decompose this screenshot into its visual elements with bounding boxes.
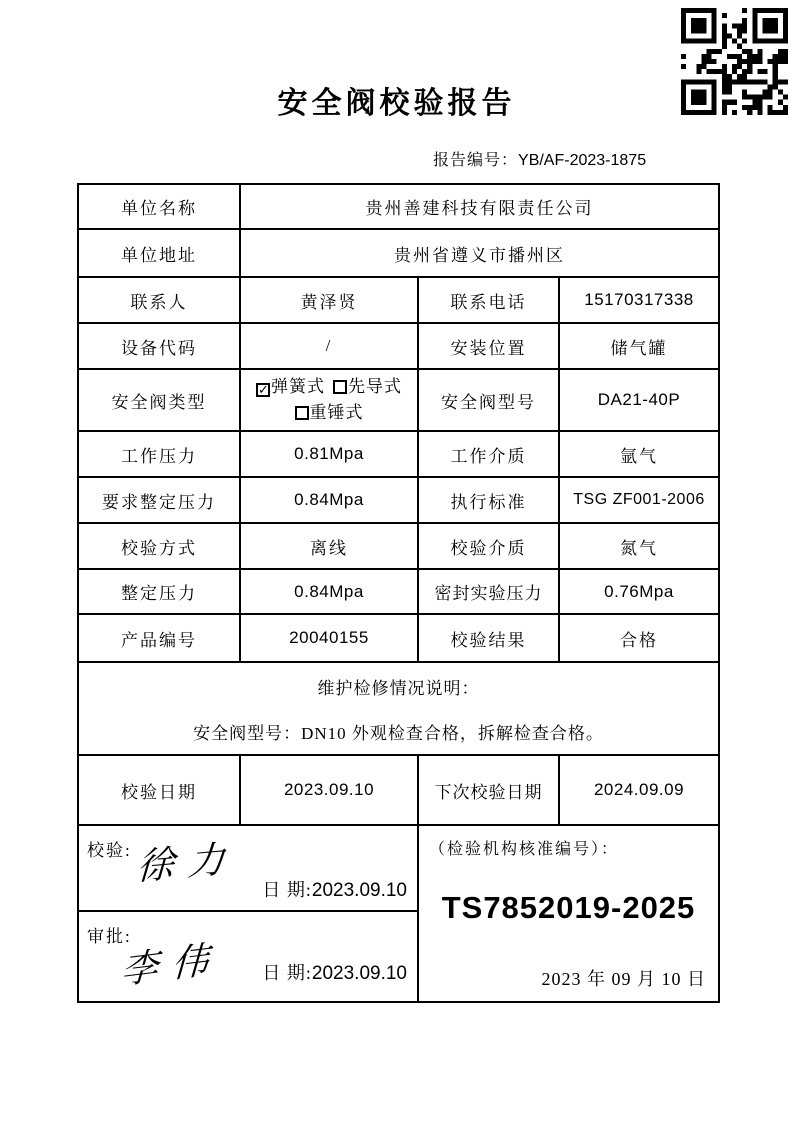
approval-no-label: （检验机构核准编号）： [429, 841, 620, 858]
valve-model-value: DA21-40P [559, 369, 719, 431]
table-row [78, 323, 719, 369]
issue-date: 2023 年 09 月 10 日 [541, 969, 707, 989]
page-title: 安全阀校验报告 [277, 87, 516, 120]
verifier-label: 校验: [87, 841, 132, 860]
maintenance-note-detail: 安全阀型号：DN10 外观检查合格，拆解检查合格。 [193, 723, 604, 743]
unit-address-value: 贵州省遵义市播州区 [240, 229, 719, 277]
organization-cell [418, 825, 719, 1002]
valve-type-options [240, 369, 418, 431]
verify-medium-value: 氮气 [559, 523, 719, 569]
working-pressure-label: 工作压力 [78, 431, 240, 477]
unit-name-label: 单位名称 [78, 184, 240, 229]
seal-test-pressure-label: 密封实验压力 [418, 569, 559, 614]
verify-date-label: 校验日期 [78, 755, 240, 825]
table-row [78, 229, 719, 277]
checked-checkbox-icon: ✓ [258, 382, 269, 398]
contact-label: 联系人 [78, 277, 240, 323]
verify-medium-label: 校验介质 [418, 523, 559, 569]
verify-method-value: 离线 [240, 523, 418, 569]
next-verify-date-value: 2024.09.09 [559, 755, 719, 825]
verify-date-value: 2023.09.10 [240, 755, 418, 825]
phone-value: 15170317338 [559, 277, 719, 323]
seal-test-pressure-value: 0.76Mpa [559, 569, 719, 614]
verifier-signature: 徐力 [135, 838, 240, 889]
report-table [77, 183, 720, 1003]
maintenance-note-title: 维护检修情况说明： [317, 678, 480, 698]
working-medium-value: 氩气 [559, 431, 719, 477]
maintenance-note [78, 662, 719, 755]
verify-result-value: 合格 [559, 614, 719, 662]
approval-no-value: TS7852019-2025 [441, 890, 696, 925]
working-medium-label: 工作介质 [418, 431, 559, 477]
verify-method-label: 校验方式 [78, 523, 240, 569]
required-set-pressure-label: 要求整定压力 [78, 477, 240, 523]
standard-value: TSG ZF001-2006 [559, 477, 719, 523]
table-row [78, 662, 719, 755]
set-pressure-value: 0.84Mpa [240, 569, 418, 614]
next-verify-date-label: 下次校验日期 [418, 755, 559, 825]
contact-value: 黄泽贤 [240, 277, 418, 323]
approver-signature-cell [78, 911, 418, 1002]
unchecked-checkbox-icon [333, 380, 347, 394]
required-set-pressure-value: 0.84Mpa [240, 477, 418, 523]
table-row [78, 569, 719, 614]
verifier-signature-cell [78, 825, 418, 911]
table-row [78, 614, 719, 662]
approver-signature: 李伟 [120, 938, 224, 993]
valve-type-option-pilot: 先导式 [333, 377, 402, 396]
report-number-value: YB/AF-2023-1875 [518, 152, 647, 169]
unit-address-label: 单位地址 [78, 229, 240, 277]
unit-name-value: 贵州善建科技有限责任公司 [240, 184, 719, 229]
table-row [78, 277, 719, 323]
table-row [78, 431, 719, 477]
approver-label: 审批: [87, 927, 132, 946]
product-no-label: 产品编号 [78, 614, 240, 662]
approver-date: 日 期:2023.09.10 [262, 963, 407, 984]
install-location-value: 储气罐 [559, 323, 719, 369]
install-location-label: 安装位置 [418, 323, 559, 369]
report-number-label: 报告编号： [433, 152, 519, 169]
unchecked-checkbox-icon [295, 406, 309, 420]
set-pressure-label: 整定压力 [78, 569, 240, 614]
table-row [78, 184, 719, 229]
phone-label: 联系电话 [418, 277, 559, 323]
table-row [78, 523, 719, 569]
verifier-date: 日 期:2023.09.10 [262, 880, 407, 901]
equipment-code-label: 设备代码 [78, 323, 240, 369]
table-row [78, 477, 719, 523]
valve-type-label: 安全阀类型 [78, 369, 240, 431]
valve-type-option-spring: ✓ 弹簧式 [258, 376, 325, 398]
table-row [78, 369, 719, 431]
standard-label: 执行标准 [418, 477, 559, 523]
valve-type-option-weight: 重锤式 [295, 403, 364, 422]
equipment-code-value: / [240, 323, 418, 369]
product-no-value: 20040155 [240, 614, 418, 662]
valve-model-label: 安全阀型号 [418, 369, 559, 431]
table-row [78, 825, 719, 911]
report-number [433, 147, 646, 170]
table-row [78, 755, 719, 825]
working-pressure-value: 0.81Mpa [240, 431, 418, 477]
verify-result-label: 校验结果 [418, 614, 559, 662]
